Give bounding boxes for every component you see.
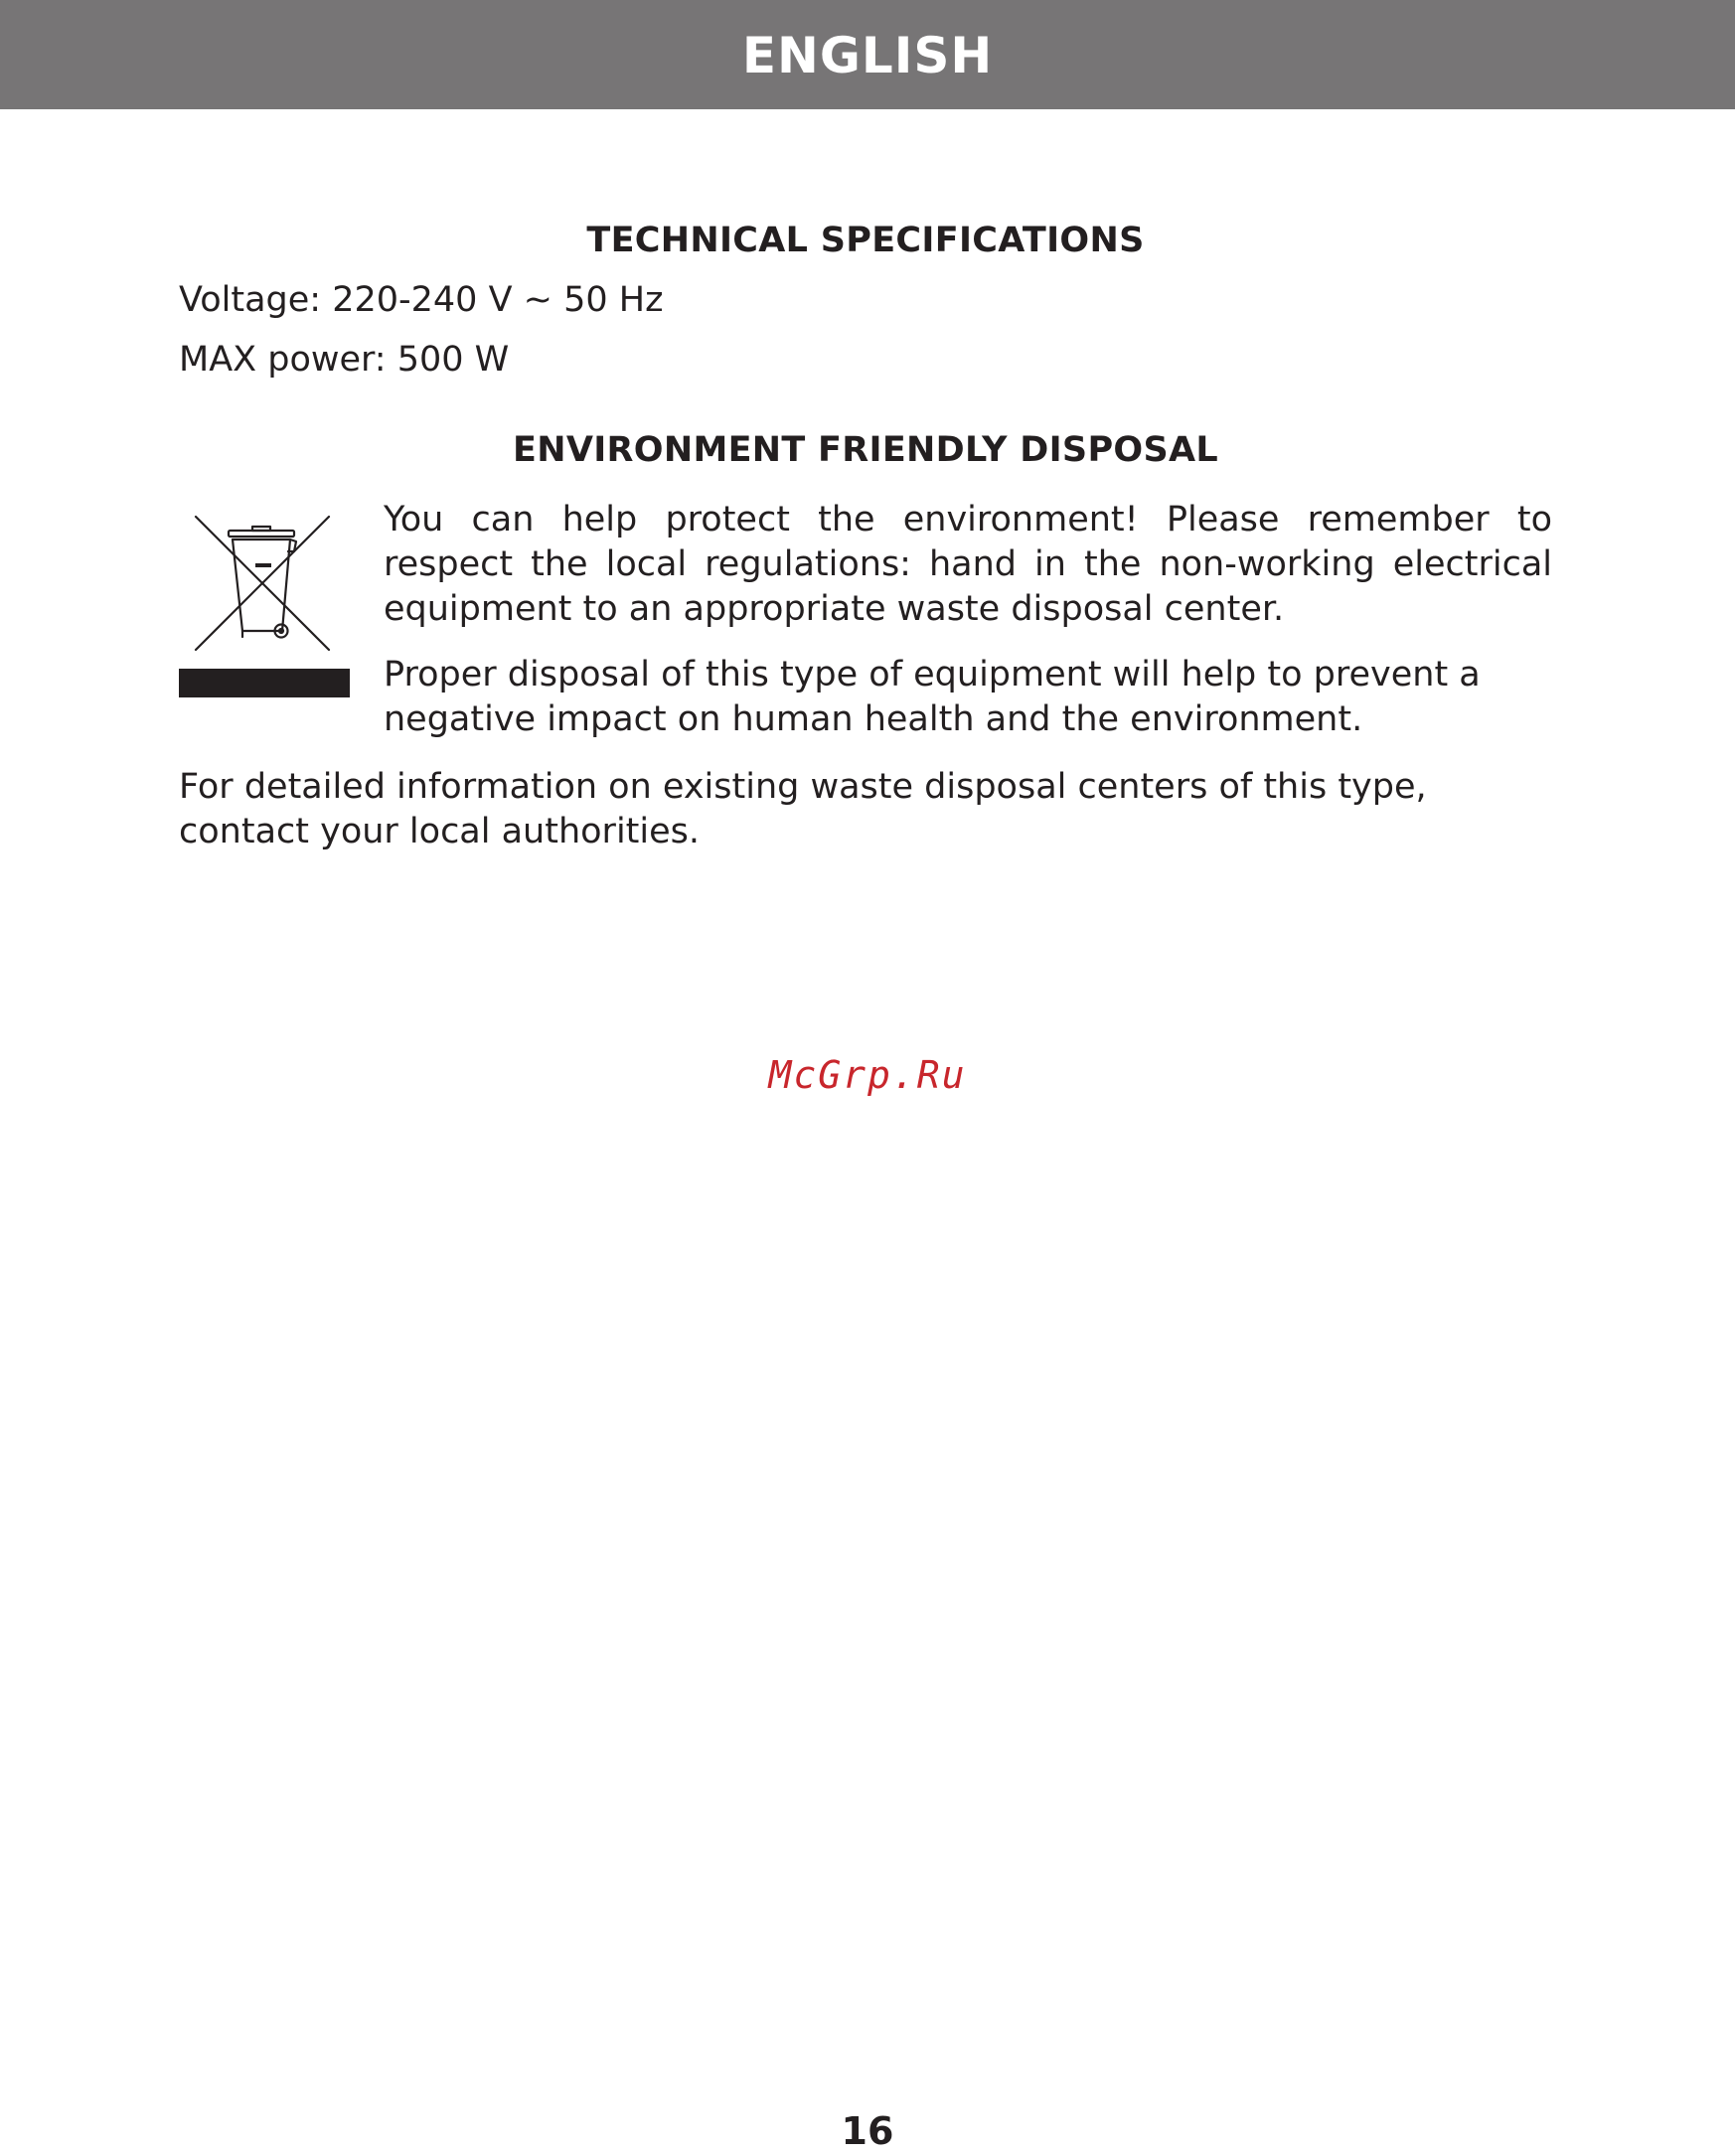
- watermark-text: McGrp.Ru: [768, 1053, 967, 1097]
- disposal-paragraph-1: You can help protect the environment! Please remember to respect the local regulations: hand in the non-working electrical equipment to an appropriate waste disposal center.: [384, 500, 1552, 629]
- weee-symbol: [179, 498, 350, 711]
- language-header-band: [0, 0, 1735, 109]
- spec-voltage: Voltage: 220-240 V ~ 50 Hz: [179, 280, 664, 320]
- disposal-paragraph-2: Proper disposal of this type of equipment will help to prevent a negative impact on human health and the environment.: [384, 655, 1481, 739]
- disposal-paragraph-3: For detailed information on existing waste disposal centers of this type, contact your local authorities.: [179, 767, 1427, 851]
- disposal-text: [384, 498, 1552, 742]
- technical-specifications-heading: TECHNICAL SPECIFICATIONS: [586, 221, 1145, 260]
- disposal-section: [179, 498, 1552, 742]
- weee-underline-bar: [179, 669, 350, 697]
- crossed-out-wheelie-bin-icon: [193, 514, 332, 653]
- page-content: [179, 213, 1552, 854]
- spec-max-power: MAX power: 500 W: [179, 340, 510, 380]
- page-number: 16: [841, 2109, 894, 2153]
- disposal-heading: ENVIRONMENT FRIENDLY DISPOSAL: [513, 430, 1218, 470]
- language-title: ENGLISH: [741, 27, 994, 84]
